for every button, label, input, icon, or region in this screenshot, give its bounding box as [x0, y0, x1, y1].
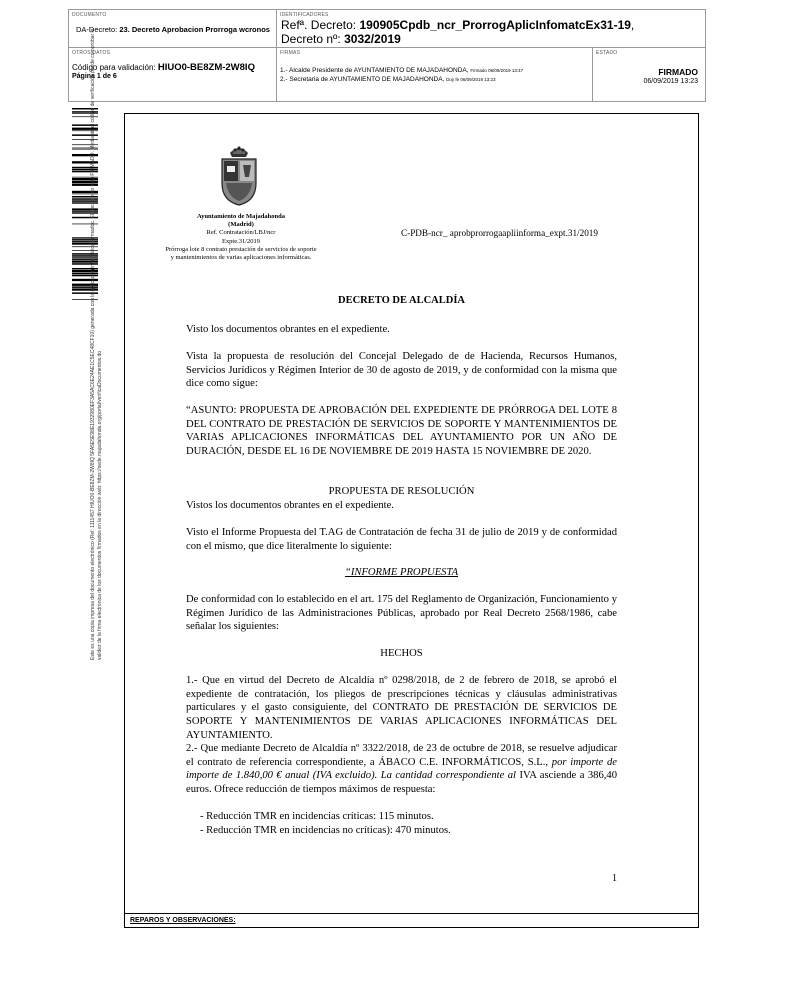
- estado-label: ESTADO: [596, 50, 618, 56]
- firma-2-text: 2.- Secretaria de AYUNTAMIENTO DE MAJADAHONDA,: [280, 76, 445, 83]
- identificadores-cell: [277, 10, 706, 48]
- firma-2-date: Doy fe 06/09/2019 13:23: [446, 77, 496, 82]
- coat-of-arms-icon: [216, 141, 262, 207]
- documento-text: DA-Decreto:: [76, 25, 118, 34]
- list-item: - Reducción TMR en incidencias críticas: 115 minutos.: [200, 811, 434, 822]
- observaciones-label: REPAROS Y OBSERVACIONES:: [130, 917, 236, 924]
- ref-value: 190905Cpdb_ncr_ProrrogAplicInfomatcEx31-19: [359, 18, 631, 32]
- expediente: Expte.31/2019: [221, 237, 261, 245]
- paragraph-1: Visto los documentos obrantes en el expediente.: [186, 324, 390, 335]
- informe-heading: “INFORME PROPUESTA: [344, 567, 459, 578]
- paragraph-5: Visto el Informe Propuesta del T.AG de Contratación de fecha 31 de julio de 2019 y de conformidad con el mismo, que dice literalmente lo siguiente:: [186, 527, 617, 552]
- firma-1-text: 1.- Alcalde Presidente de AYUNTAMIENTO DE MAJADAHONDA,: [280, 67, 469, 74]
- estado-cell: [593, 48, 706, 102]
- hecho-2-c: IVA asciende a 386,40 euros. Ofrece reducción de tiempos máximos de respuesta:: [186, 770, 617, 796]
- paragraph-6: De conformidad con lo establecido en el art. 175 del Reglamento de Organización, Funcionamiento y Régimen Jurídico de las Administraciones Públicas, aprobado por Real Decreto 2568/1986, cabe señalar los siguientes:: [186, 594, 617, 633]
- propuesta-heading: PROPUESTA DE RESOLUCIÓN: [328, 486, 475, 497]
- identificadores-label: IDENTIFICADORES: [280, 12, 329, 18]
- org-region: (Madrid): [228, 221, 254, 229]
- firmas-label: FIRMAS: [280, 50, 301, 56]
- firmas-cell: [277, 48, 593, 102]
- bullet-list: [200, 810, 600, 837]
- observaciones-box: [124, 913, 699, 928]
- letterhead-description: Prórroga lote 8 contrato prestación de servicios de soporte y mantenimientos de varias aplicaciones informáticas.: [165, 245, 317, 262]
- codigo-prefix: Código para validación:: [72, 63, 156, 72]
- paragraph-2: Vista la propuesta de resolución del Concejal Delegado de de Hacienda, Recursos Humanos, Servicios Jurídicos y Régimen Interior de 30 de agosto de 2019, y de conformidad con la misma que dice como sigue:: [186, 351, 617, 390]
- documento-value: [76, 25, 271, 34]
- letterhead-left: [165, 213, 317, 262]
- codigo-value: HIUO0-BE8ZM-2W8IQ: [157, 62, 255, 73]
- hechos-heading: HECHOS: [380, 648, 423, 659]
- pagina-label: Página 1 de 6: [72, 73, 117, 80]
- hecho-2: [186, 742, 617, 797]
- firma-1: [280, 67, 523, 74]
- ref-contratacion: Ref. Contratación/LBJ/ncr: [206, 229, 276, 237]
- paragraph-4: Vistos los documentos obrantes en el expediente.: [186, 500, 394, 511]
- ref-prefix: Refª. Decreto:: [281, 18, 357, 32]
- list-item: - Reducción TMR en incidencias no críticas): 470 minutos.: [200, 824, 451, 836]
- org-name: Ayuntamiento de Majadahonda: [196, 213, 285, 220]
- page-number: 1: [612, 873, 617, 884]
- decreto-value: 3032/2019: [344, 32, 401, 46]
- asunto-paragraph: “ASUNTO: PROPUESTA DE APROBACIÓN DEL EXPEDIENTE DE PRÓRROGA DEL LOTE 8 DEL CONTRATO DE PRESTACIÓN DE SERVICIOS DE SOPORTE Y MANTENIMIENTOS DE VARIAS APLICACIONES INFORMÁTICAS DEL AYUNTAMIENTO POR UN AÑO DE DURACIÓN, DESDE EL 16 DE NOVIEMBRE DE 2019 HASTA 15 NOVIEMBRE DE 2020.: [186, 405, 617, 458]
- otros-label: OTROS DATOS: [72, 50, 111, 56]
- ref-line: [281, 18, 634, 32]
- signature-header-table: [68, 9, 706, 102]
- documento-bold: 23. Decreto Aprobacion Prorroga wcronos: [119, 25, 270, 34]
- hecho-2-importe: por importe de importe de 1.840,00 € anual (IVA excluido). La cantidad correspondiente al: [186, 756, 618, 782]
- estado-date: 06/09/2019 13:23: [643, 78, 698, 85]
- firma-1-date: Firmado 06/09/2019 13:47: [470, 68, 524, 73]
- verification-side-text: Este es una copia impresa del documento electrónico (Ref: 1111457 HIUO0-BE8ZM-2W8IQ 5FA5E5E98E1932980EF3A5AC6E24AE1C5EC48CF10) generada con la aplicación informática Firmadoc. El documento está FIRMADO. Mediante el código de verificación puede comprobar la validez de la firma electrónica de los documentos firmados en la dirección web: https://sede.majadahonda.org/portal/verificaDocumentos.do: [90, 28, 103, 660]
- documento-label: DOCUMENTO: [72, 12, 107, 18]
- hecho-2-a: 2.- Que mediante Decreto de Alcaldía nº 3322/2018, de 23 de octubre de 2018, se resuelve adjudicar el contrato de referencia correspondiente, a ÁBACO C.E. INFORMÁTICOS, S.L.,: [186, 743, 617, 768]
- decreto-line: [281, 32, 401, 46]
- decreto-prefix: Decreto nº:: [281, 32, 341, 46]
- firma-2: [280, 76, 495, 83]
- hecho-1: 1.- Que en virtud del Decreto de Alcaldía nº 0298/2018, de 2 de febrero de 2018, se aprobó el expediente de contratación, los pliegos de prescripciones técnicas y cláusulas administrativas particulares y el gasto consiguiente, del CONTRATO DE PRESTACIÓN DE SERVICIOS DE SOPORTE Y MANTENIMIENTOS DE VARIAS APLICACIONES INFORMÁTICAS DEL AYUNTAMIENTO.: [186, 675, 617, 741]
- document-title: DECRETO DE ALCALDÍA: [338, 295, 465, 306]
- estado-value: FIRMADO: [658, 67, 698, 77]
- ref-suffix: ,: [630, 18, 635, 32]
- document-reference: C-PDB-ncr_ aprobprorrogaapliinforma_expt.31/2019: [401, 228, 598, 238]
